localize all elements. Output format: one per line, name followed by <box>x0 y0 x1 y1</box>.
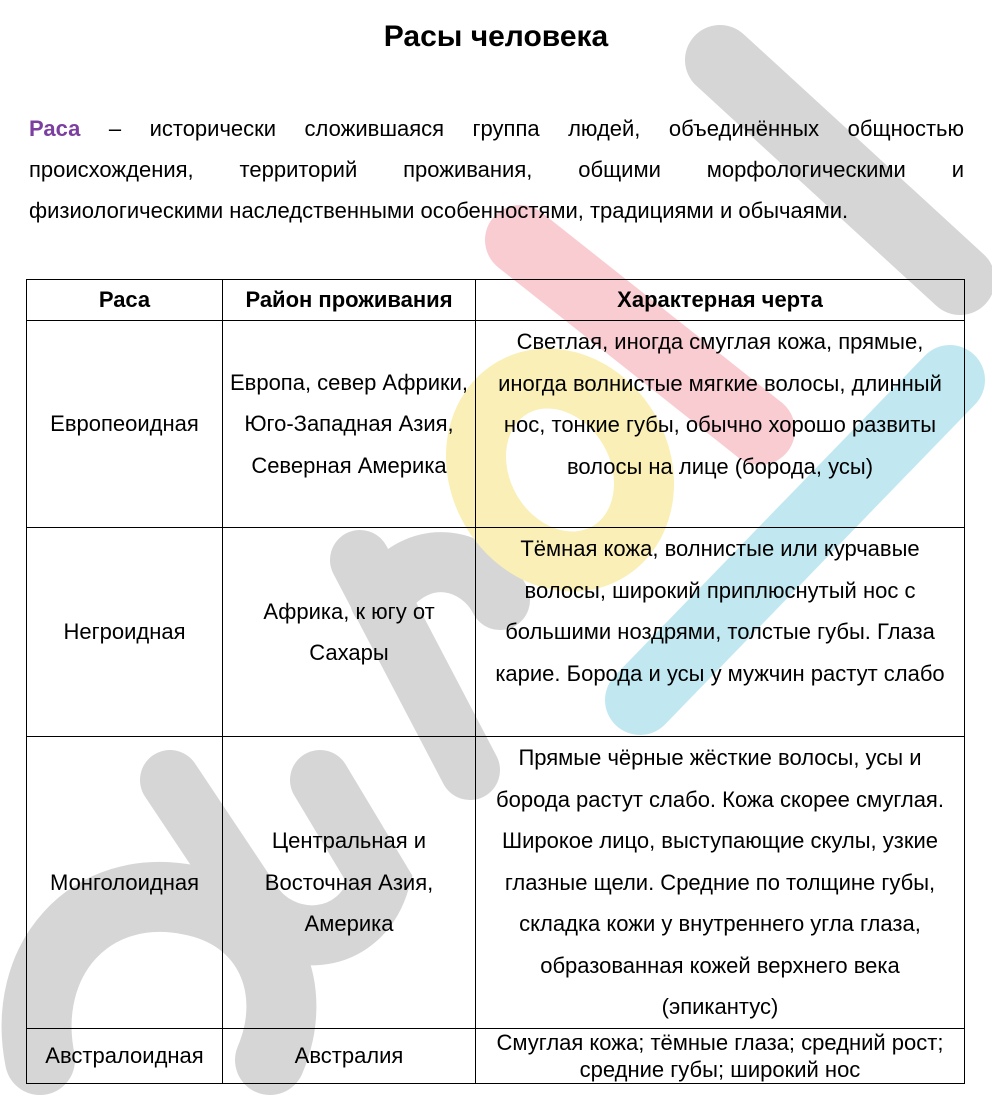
header-region: Район проживания <box>223 280 476 321</box>
page-title: Расы человека <box>383 20 609 53</box>
intro-term: Раса <box>29 116 81 141</box>
table-header-row <box>27 280 965 321</box>
feature-cell: Светлая, иногда смуглая кожа, прямые, иногда волнистые мягкие волосы, длинный нос, тонкие губы, обычно хорошо развиты волосы на лице (борода, усы) <box>476 321 965 528</box>
feature-cell: Тёмная кожа, волнистые или курчавые волосы, широкий приплюснутый нос с большими ноздрями, толстые губы. Глаза карие. Борода и усы у мужчин растут слабо <box>476 528 965 737</box>
region-cell: Европа, север Африки, Юго-Западная Азия, Северная Америка <box>223 321 476 528</box>
race-cell: Австралоидная <box>27 1028 223 1083</box>
region-cell: Центральная и Восточная Азия, Америка <box>223 737 476 1029</box>
race-cell: Европеоидная <box>27 321 223 528</box>
table-row <box>27 528 965 737</box>
race-cell: Негроидная <box>27 528 223 737</box>
feature-cell: Смуглая кожа; тёмные глаза; средний рост; средние губы; широкий нос <box>476 1028 965 1083</box>
table-row <box>27 321 965 528</box>
region-cell: Африка, к югу от Сахары <box>223 528 476 737</box>
region-cell: Австралия <box>223 1028 476 1083</box>
header-race: Раса <box>27 280 223 321</box>
intro-paragraph <box>29 108 964 231</box>
header-feature: Характерная черта <box>476 280 965 321</box>
table-row <box>27 737 965 1029</box>
race-cell: Монголоидная <box>27 737 223 1029</box>
feature-cell: Прямые чёрные жёсткие волосы, усы и борода растут слабо. Кожа скорее смуглая. Широкое лицо, выступающие скулы, узкие глазные щели. Средние по толщине губы, складка кожи у внутреннего угла глаза, образованная кожей верхнего века (эпикантус) <box>476 737 965 1029</box>
table-row <box>27 1028 965 1083</box>
races-table <box>26 279 965 1084</box>
intro-definition: – исторически сложившаяся группа людей, объединённых общностью происхождения, территорий проживания, общими морфологическими и физиологическими наследственными особенностями, традициями и обычаями. <box>29 116 964 223</box>
